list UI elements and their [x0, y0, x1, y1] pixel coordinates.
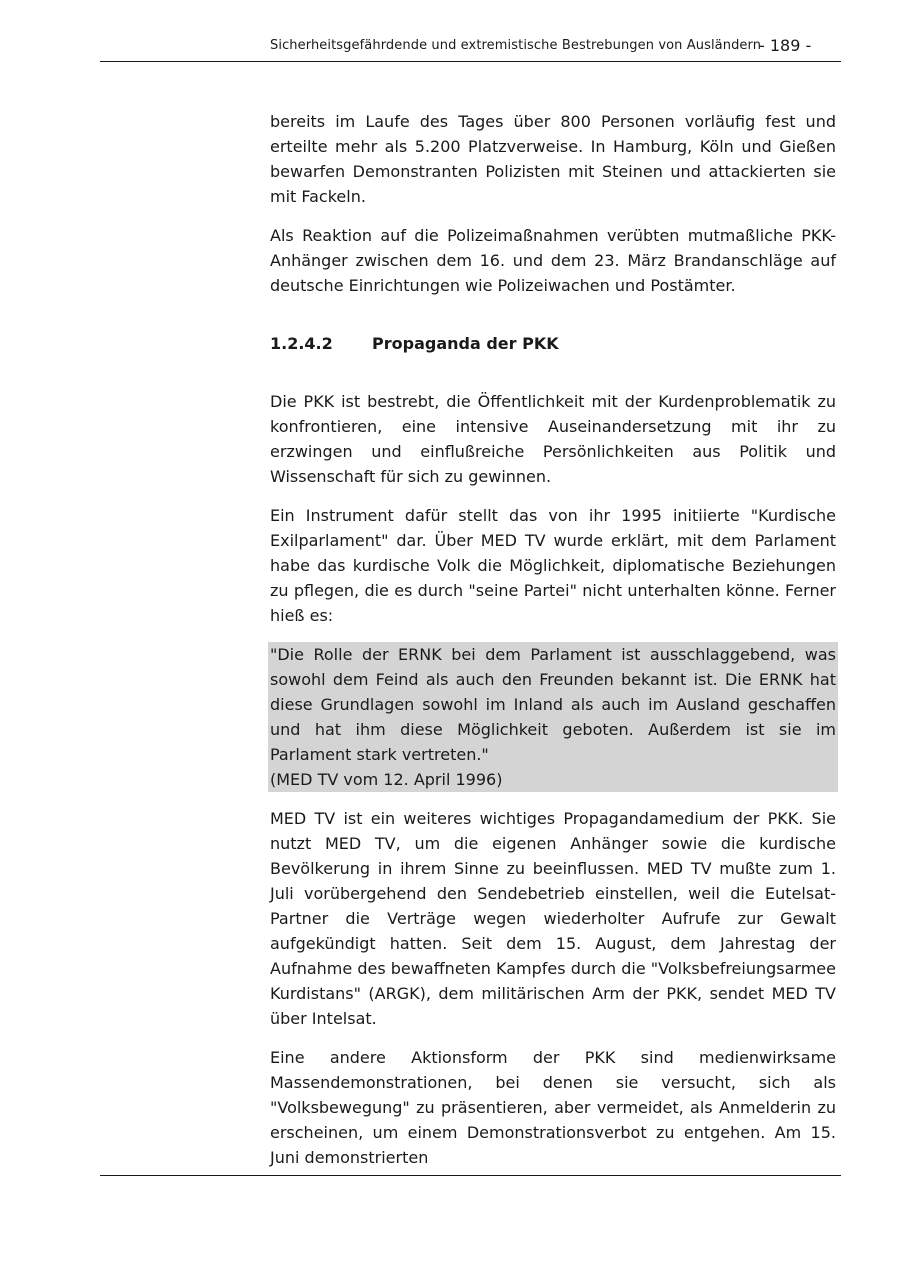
- page-number: - 189 -: [759, 36, 812, 55]
- section-title: Propaganda der PKK: [372, 334, 559, 353]
- quote-text: "Die Rolle der ERNK bei dem Parlament ist ausschlaggebend, was sowohl dem Feind als auch den Freunden bekannt ist. Die ERNK hat diese Grundlagen sowohl im Inland als auch im Ausland geschaffen und hat ihm diese Möglichkeit geboten. Außerdem ist sie im Parlament stark vertreten.": [270, 645, 836, 764]
- paragraph: bereits im Laufe des Tages über 800 Personen vorläufig fest und erteilte mehr als 5.200 Platzverweise. In Hamburg, Köln und Gießen bewarfen Demonstranten Polizisten mit Steinen und attackierten sie mit Fackeln.: [270, 112, 836, 206]
- quote-source: (MED TV vom 12. April 1996): [270, 770, 503, 789]
- section-number: 1.2.4.2: [270, 334, 333, 353]
- running-header-title: Sicherheitsgefährdende und extremistische Bestrebungen von Ausländern: [270, 38, 762, 53]
- paragraph: Die PKK ist bestrebt, die Öffentlichkeit mit der Kurdenproblematik zu konfrontieren, eine intensive Auseinandersetzung mit ihr zu erzwingen und einflußreiche Persönlichkeiten aus Politik und Wissenschaft für sich zu gewinnen.: [270, 392, 836, 486]
- footer-rule: [100, 1175, 841, 1176]
- document-body: [270, 109, 836, 1170]
- paragraph: Eine andere Aktionsform der PKK sind medienwirksame Massendemonstrationen, bei denen sie versucht, sich als "Volksbewegung" zu präsentieren, aber vermeidet, als Anmelderin zu erscheinen, um einem Demonstrationsverbot zu entgehen. Am 15. Juni demonstrierten: [270, 1048, 836, 1167]
- paragraph: MED TV ist ein weiteres wichtiges Propagandamedium der PKK. Sie nutzt MED TV, um die eigenen Anhänger sowie die kurdische Bevölkerung in ihrem Sinne zu beeinflussen. MED TV mußte zum 1. Juli vorübergehend den Sendebetrieb einstellen, weil die Eutelsat-Partner die Verträge wegen wiederholter Aufrufe zur Gewalt aufgekündigt hatten. Seit dem 15. August, dem Jahrestag der Aufnahme des bewaffneten Kampfes durch die "Volksbefreiungsarmee Kurdistans" (ARGK), dem militärischen Arm der PKK, sendet MED TV über Intelsat.: [270, 809, 836, 1028]
- header-rule: [100, 61, 841, 62]
- paragraph: Als Reaktion auf die Polizeimaßnahmen verübten mutmaßliche PKK-Anhänger zwischen dem 16. und dem 23. März Brandanschläge auf deutsche Einrichtungen wie Polizeiwachen und Postämter.: [270, 226, 836, 295]
- paragraph: Ein Instrument dafür stellt das von ihr 1995 initiierte "Kurdische Exilparlament" dar. Über MED TV wurde erklärt, mit dem Parlament habe das kurdische Volk die Möglichkeit, diplomatische Beziehungen zu pflegen, die es durch "seine Partei" nicht unterhalten könne. Ferner hieß es:: [270, 506, 836, 625]
- section-heading: [270, 331, 836, 356]
- quote-block: [268, 642, 838, 792]
